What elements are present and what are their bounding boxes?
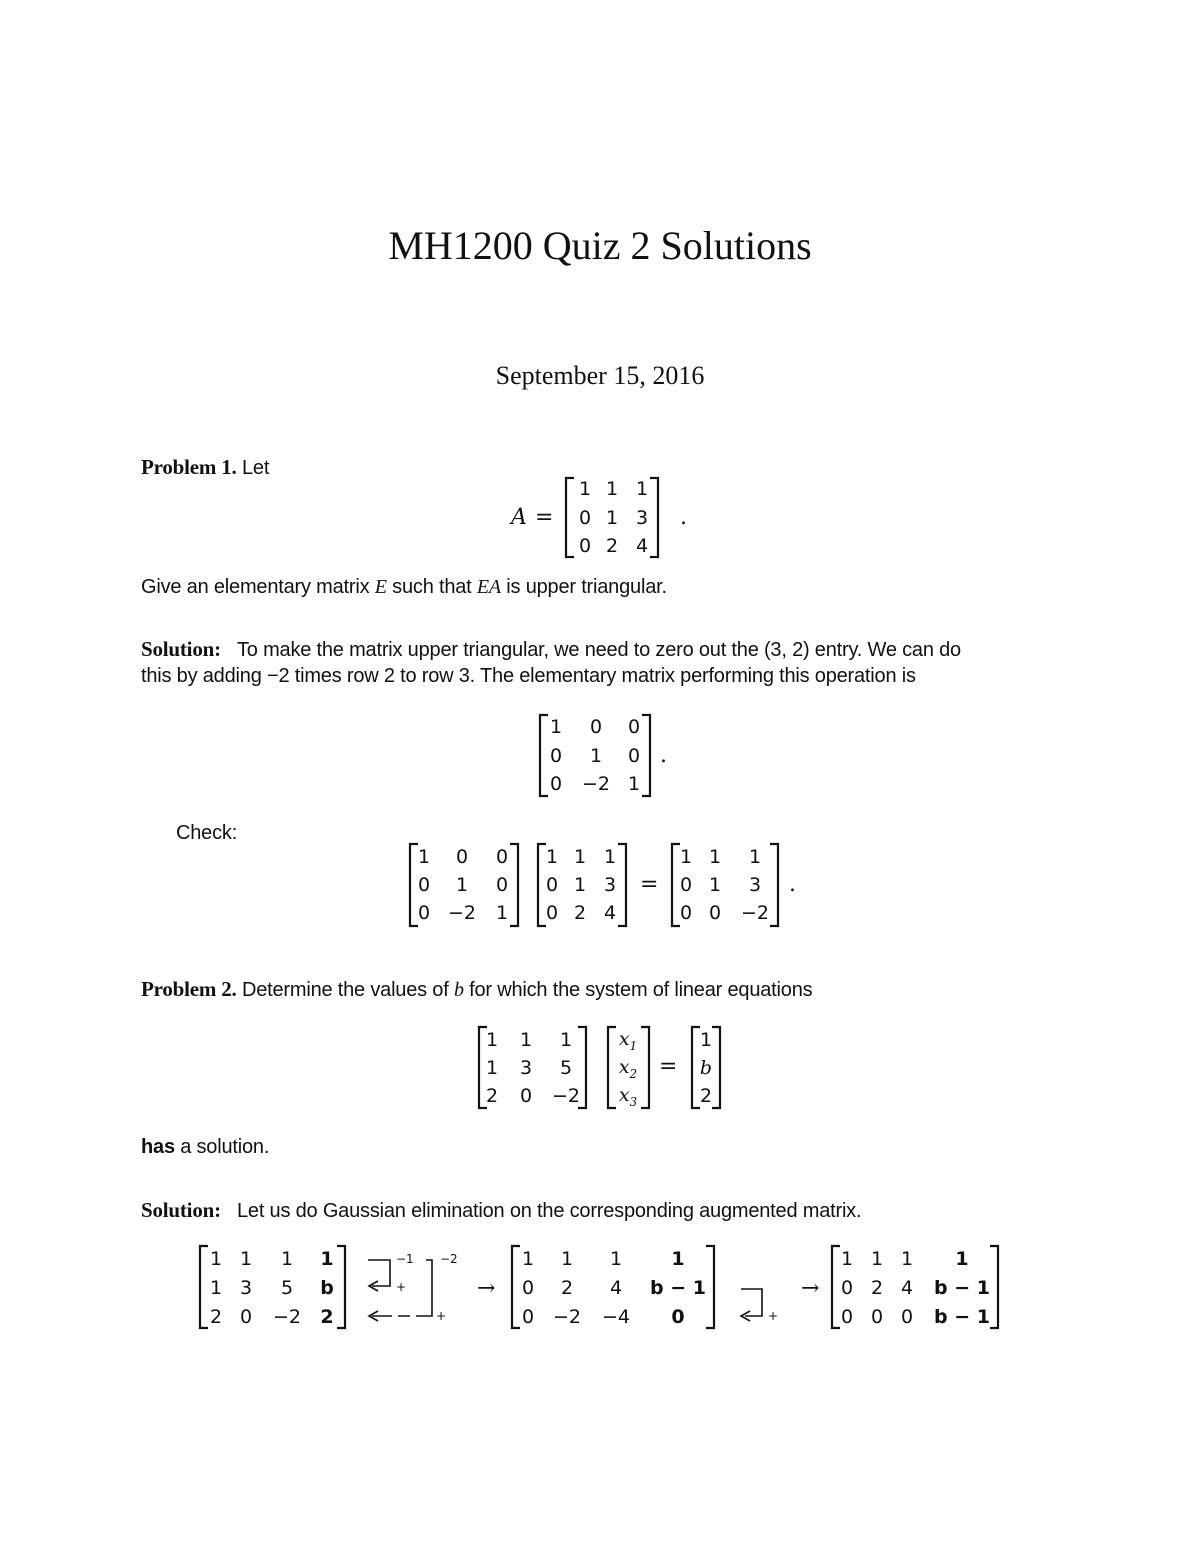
row-op-line	[372, 1260, 432, 1316]
matrix-cell: 3	[519, 1057, 533, 1079]
matrix-cell: 0	[671, 1306, 685, 1328]
solution-text: Let us do Gaussian elimination on the corresponding augmented matrix.	[236, 1200, 862, 1222]
bracket-right	[510, 844, 518, 926]
matrix-cell: 2	[573, 902, 587, 924]
question-text: Give an elementary matrix	[141, 576, 375, 598]
matrix-cell: 4	[603, 902, 617, 924]
solution-label: Solution:	[141, 1198, 221, 1222]
matrix-cell: 1	[679, 846, 693, 868]
matrix-cell: 1	[320, 1248, 334, 1270]
matrix-cell: 1	[573, 874, 587, 896]
solution-text: To make the matrix upper triangular, we need to zero out the (3, 2) entry. We can do	[236, 639, 961, 661]
matrix-cell: 0	[627, 745, 641, 767]
matrix-cell: 1	[559, 1029, 573, 1051]
matrix-cell: 1	[549, 716, 563, 738]
bracket-left	[410, 844, 418, 926]
bracket-left	[832, 1246, 840, 1328]
system-equals: =	[659, 1054, 678, 1079]
matrix-cell: 1	[955, 1248, 969, 1270]
row-operation-arrows	[368, 1260, 762, 1321]
matrix-cell: 0	[495, 874, 509, 896]
matrix-cell: 0	[417, 874, 431, 896]
statement-var-b: b	[453, 979, 464, 1001]
matrix-cell: 0	[545, 874, 559, 896]
matrix-cell: 0	[455, 846, 469, 868]
matrix-cell: 0	[589, 716, 603, 738]
matrix-cell: 4	[900, 1277, 914, 1299]
matrix-cell: 1	[280, 1248, 294, 1270]
problem1-solution-line2: this by adding −2 times row 2 to row 3. The elementary matrix performing this operation is	[141, 665, 916, 687]
matrix-cell: 1	[870, 1248, 884, 1270]
matrix-cell: 2	[699, 1085, 713, 1107]
matrix-cell: 2	[209, 1306, 223, 1328]
matrix-cell: 0	[521, 1277, 535, 1299]
check-period: .	[789, 872, 796, 897]
bracket-left	[672, 844, 680, 926]
matrix-cell: 0	[578, 535, 592, 557]
matrix-cell: b − 1	[934, 1306, 990, 1328]
matrix-cell: 2	[320, 1306, 334, 1328]
op-plus: +	[396, 1280, 407, 1294]
arrow-right-icon: →	[801, 1276, 820, 1301]
matrix-A-name: A	[511, 505, 527, 530]
matrix-cell: 0	[521, 1306, 535, 1328]
matrix-cell: 5	[559, 1057, 573, 1079]
matrix-cell: 1	[589, 745, 603, 767]
matrix-cell: 1	[455, 874, 469, 896]
bracket-right	[337, 1246, 345, 1328]
matrix-cell: −2	[272, 1306, 302, 1328]
solution-label: Solution:	[141, 637, 221, 661]
matrix-cell: −2	[447, 902, 477, 924]
matrix-cell: 1	[485, 1029, 499, 1051]
matrix-cell: 0	[239, 1306, 253, 1328]
matrix-cell: 1	[748, 846, 762, 868]
matrix-cell: 1	[635, 478, 649, 500]
bracket-left	[479, 1027, 487, 1108]
matrix-E-period: .	[660, 743, 667, 768]
bracket-right	[990, 1246, 998, 1328]
matrix-cell: 0	[679, 902, 693, 924]
matrix-cell: 1	[605, 478, 619, 500]
matrix-cell: 2	[870, 1277, 884, 1299]
matrix-cell: 1	[708, 874, 722, 896]
check-equals: =	[640, 872, 659, 897]
matrix-cell: 0	[578, 507, 592, 529]
matrix-cell: 5	[280, 1277, 294, 1299]
bracket-right	[712, 1027, 720, 1108]
matrix-cell: 0	[545, 902, 559, 924]
matrix-cell: 0	[549, 745, 563, 767]
matrix-cell: 2	[485, 1085, 499, 1107]
matrix-cell: 0	[495, 846, 509, 868]
matrix-cell: 1	[519, 1029, 533, 1051]
matrix-cell: 0	[708, 902, 722, 924]
op-plus: +	[436, 1309, 447, 1323]
matrix-cell: 1	[699, 1029, 713, 1051]
matrix-cell: 1	[560, 1248, 574, 1270]
problem1-intro: Let	[241, 457, 270, 479]
problem1-label: Problem 1.	[141, 455, 237, 479]
row-op-line	[368, 1260, 390, 1286]
bracket-right	[706, 1246, 714, 1328]
matrix-cell: 1	[545, 846, 559, 868]
matrix-cell: 1	[485, 1057, 499, 1079]
check-label: Check:	[176, 822, 238, 844]
arrow-right-icon: →	[477, 1276, 496, 1301]
row-op-line	[741, 1289, 762, 1316]
matrix-cell: −4	[601, 1306, 631, 1328]
unknown-x2: $x_2$	[618, 1056, 638, 1081]
matrix-cell: −2	[581, 773, 611, 795]
matrix-cell: 0	[870, 1306, 884, 1328]
matrix-cell: 1	[609, 1248, 623, 1270]
matrix-cell: 2	[605, 535, 619, 557]
matrix-cell: b − 1	[650, 1277, 706, 1299]
matrix-cell: b − 1	[934, 1277, 990, 1299]
statement-text: Determine the values of	[241, 979, 454, 1001]
question-var-EA: EA	[476, 576, 501, 598]
matrix-cell: 2	[560, 1277, 574, 1299]
matrix-cell: 3	[239, 1277, 253, 1299]
bracket-left	[540, 715, 548, 796]
document-title: MH1200 Quiz 2 Solutions	[388, 223, 812, 268]
matrix-cell: 1	[605, 507, 619, 529]
bracket-left	[512, 1246, 520, 1328]
bracket-right	[641, 1027, 649, 1108]
bracket-right	[650, 478, 658, 557]
matrix-cell: 1	[708, 846, 722, 868]
matrix-A-equals: =	[535, 505, 554, 530]
bracket-right	[578, 1027, 586, 1108]
matrix-cell: 1	[578, 478, 592, 500]
matrix-cell: 0	[900, 1306, 914, 1328]
matrix-cell: 0	[519, 1085, 533, 1107]
matrix-cell: b	[699, 1057, 713, 1079]
matrix-cell: 0	[549, 773, 563, 795]
matrix-cell: 4	[609, 1277, 623, 1299]
matrix-cell: 1	[209, 1277, 223, 1299]
matrix-cell: 0	[417, 902, 431, 924]
matrix-cell: 1	[900, 1248, 914, 1270]
matrix-cell: 0	[840, 1306, 854, 1328]
question-text: is upper triangular.	[500, 576, 667, 598]
matrix-cell: 1	[209, 1248, 223, 1270]
matrix-cell: 0	[679, 874, 693, 896]
matrix-A-period: .	[680, 505, 687, 530]
bracket-right	[618, 844, 626, 926]
op-label-minus1: −1	[396, 1252, 414, 1266]
matrix-cell: 1	[573, 846, 587, 868]
question-var-E: E	[374, 576, 387, 598]
matrix-cell: 1	[603, 846, 617, 868]
op-label-minus2: −2	[440, 1252, 458, 1266]
matrix-cell: 1	[417, 846, 431, 868]
matrix-cell: 4	[635, 535, 649, 557]
matrix-cell: 3	[603, 874, 617, 896]
matrix-cell: 1	[495, 902, 509, 924]
matrix-cell: −2	[552, 1306, 582, 1328]
matrix-cell: 1	[671, 1248, 685, 1270]
matrix-cell: 0	[840, 1277, 854, 1299]
matrix-cell: 3	[748, 874, 762, 896]
bracket-left	[200, 1246, 208, 1328]
matrix-cell: 1	[840, 1248, 854, 1270]
matrix-cell: 0	[627, 716, 641, 738]
bracket-left	[538, 844, 546, 926]
bracket-right	[642, 715, 650, 796]
has-solution-text: has a solution.	[141, 1136, 270, 1158]
unknown-x3: $x_3$	[618, 1084, 638, 1109]
matrix-cell: −2	[551, 1085, 581, 1107]
statement-text: for which the system of linear equations	[463, 979, 813, 1001]
question-text: such that	[386, 576, 477, 598]
matrix-cell: −2	[740, 902, 770, 924]
bracket-left	[566, 478, 574, 557]
matrix-cell: 3	[635, 507, 649, 529]
problem2-label: Problem 2.	[141, 977, 237, 1001]
bracket-left	[692, 1027, 700, 1108]
op-plus: +	[768, 1309, 779, 1323]
matrix-cell: 1	[521, 1248, 535, 1270]
bracket-right	[770, 844, 778, 926]
document-date: September 15, 2016	[495, 361, 705, 390]
bracket-left	[608, 1027, 616, 1108]
unknown-x1: $x_1$	[618, 1028, 638, 1053]
matrix-cell: 1	[239, 1248, 253, 1270]
matrix-cell: 1	[627, 773, 641, 795]
matrix-cell: b	[320, 1277, 334, 1299]
